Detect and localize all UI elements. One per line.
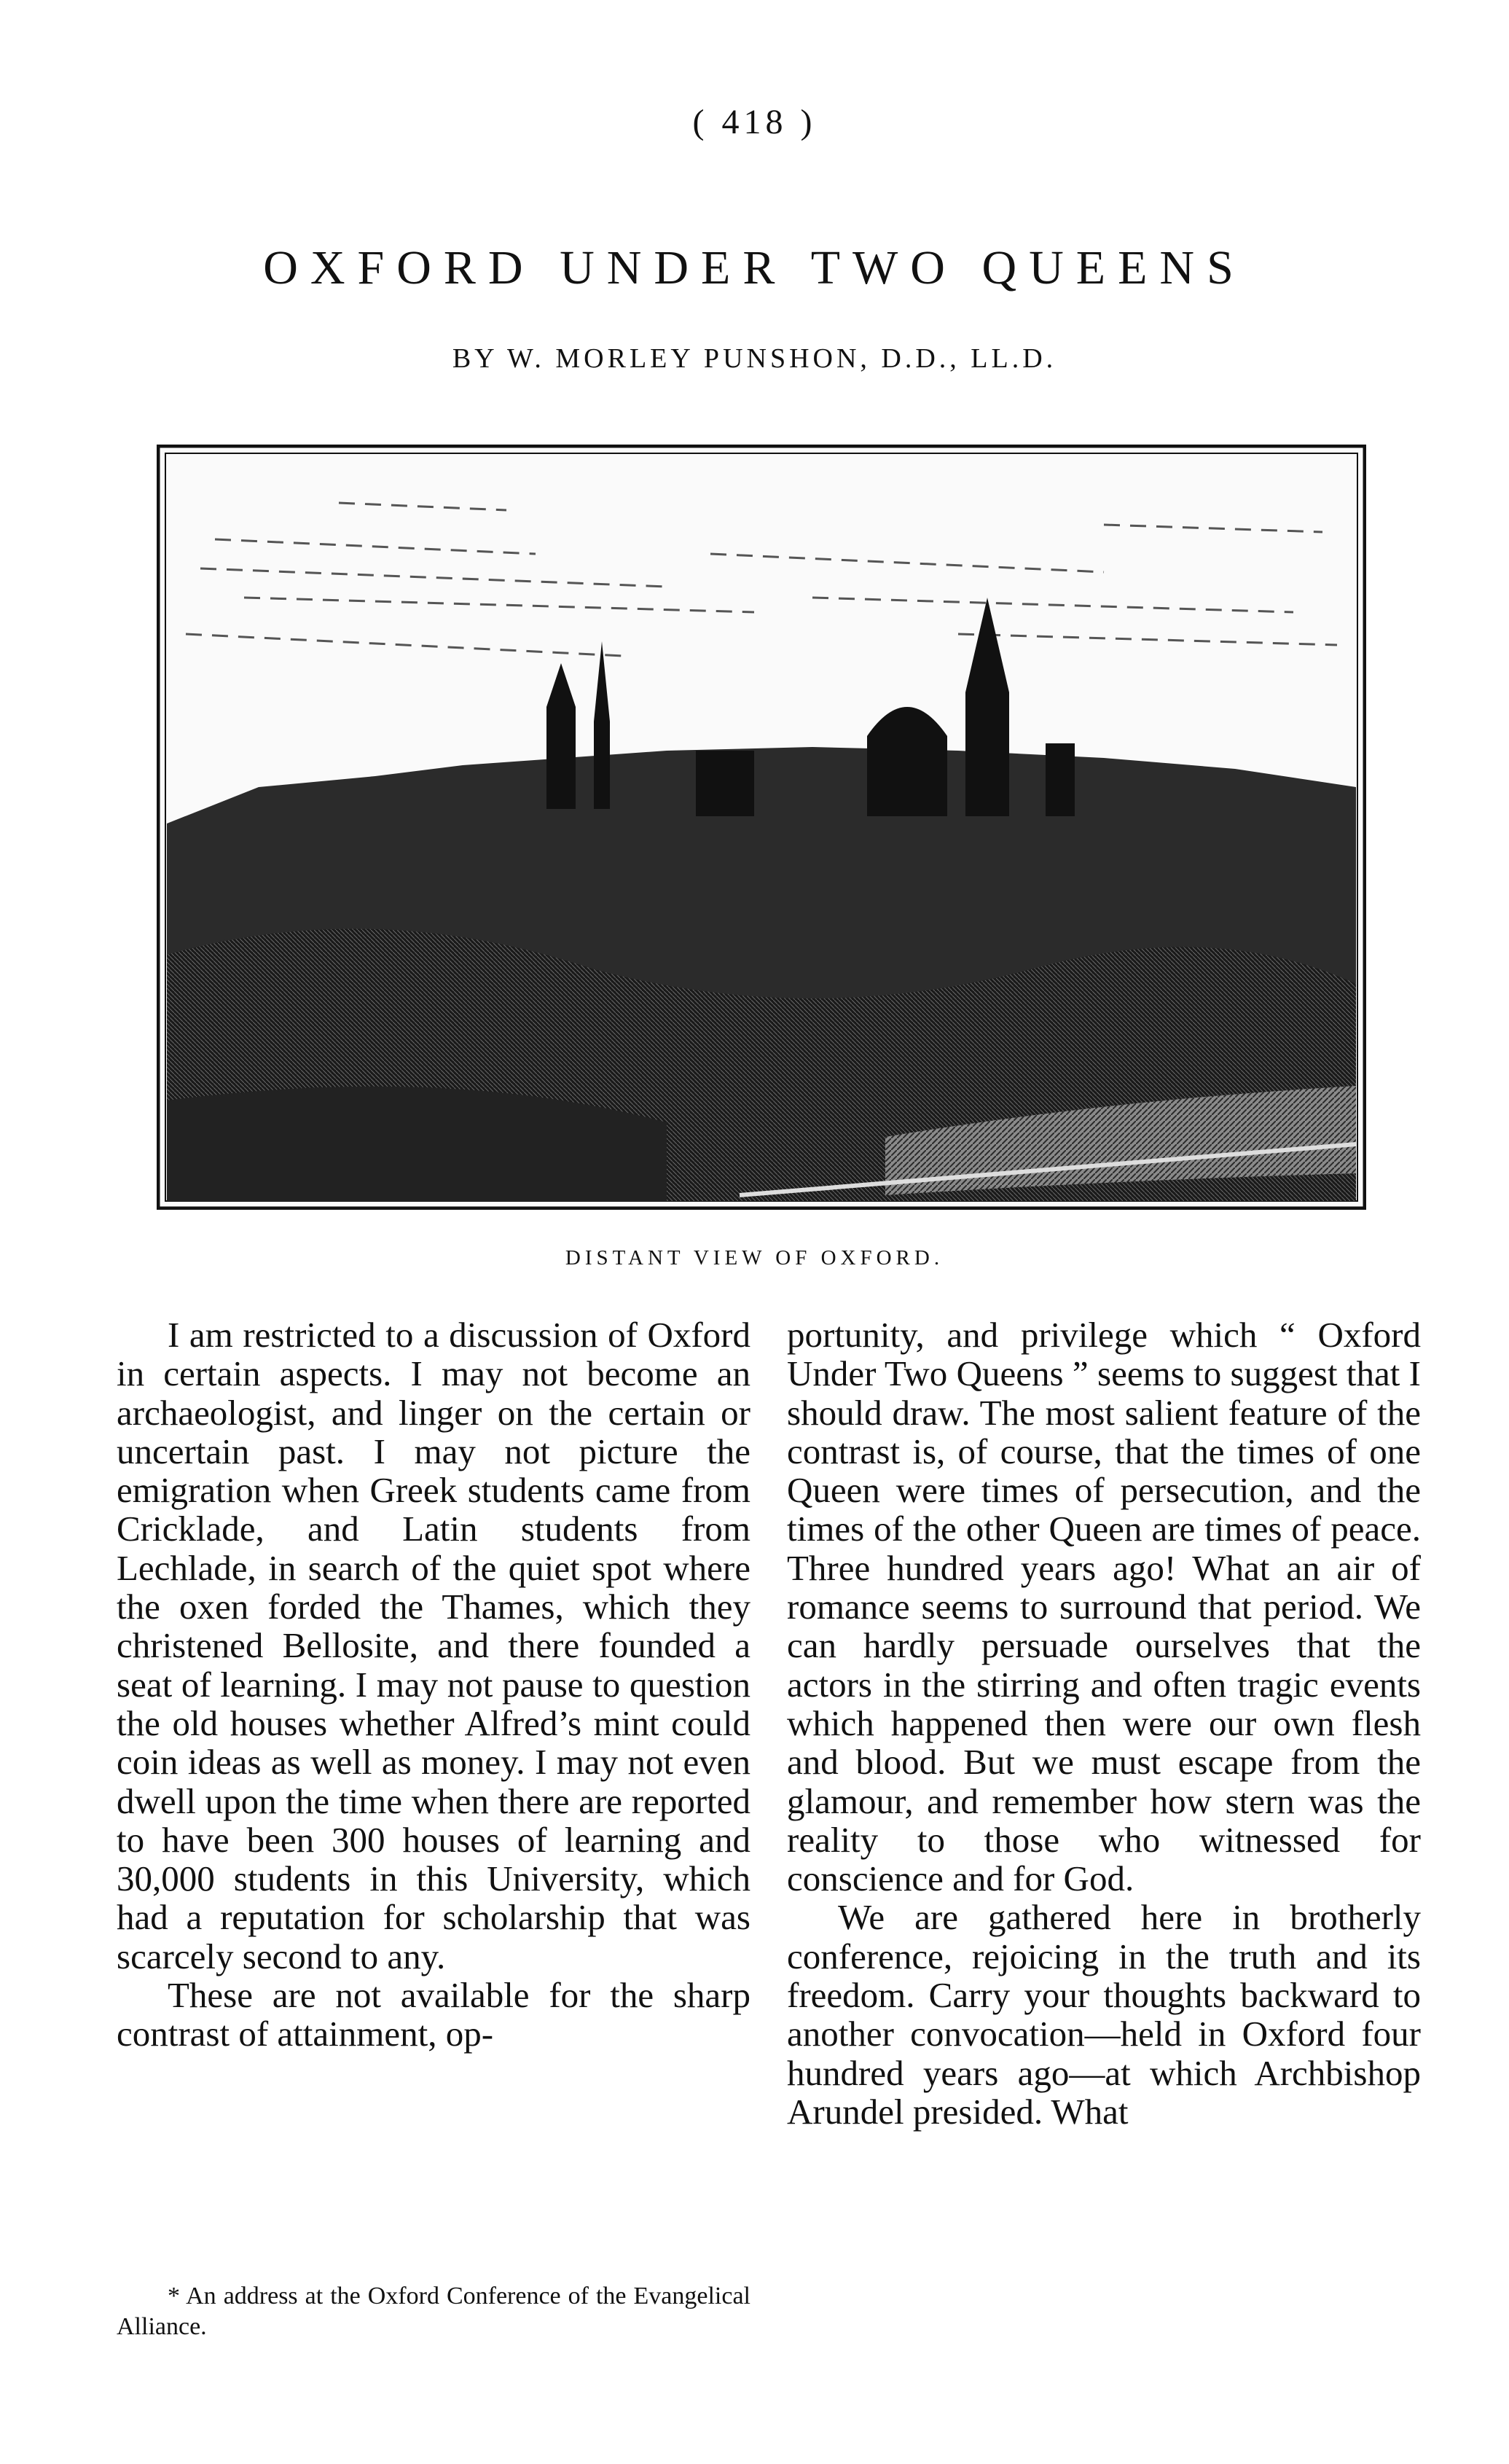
footnote	[117, 2281, 750, 2342]
right-column	[787, 1315, 1421, 2131]
author-byline: BY W. MORLEY PUNSHON, D.D., LL.D.	[452, 343, 1057, 374]
article-title: OXFORD UNDER TWO QUEENS	[263, 241, 1246, 294]
paragraph: We are gathered here in brotherly conference, rejoicing in the truth and its freedom. Carry your thoughts backward to another convocation—held in Oxford four hundred years ago—at which Archbishop Arundel presided. What	[787, 1897, 1421, 2132]
figure-caption: DISTANT VIEW OF OXFORD.	[565, 1246, 944, 1270]
paragraph: I am restricted to a discussion of Oxford in certain aspects. I may not become an archaeologist, and linger on the certain or uncertain past. I may not picture the emigration when Greek students came from Cricklade, and Latin students from Lechlade, in search of the quiet spot where the oxen forded the Thames, which they christened Bellosite, and there founded a seat of learning. I may not pause to question the old houses whether Alfred’s mint could coin ideas as well as money. I may not even dwell upon the time when there are reported to have been 300 houses of learning and 30,000 students in this University, which had a reputation for scholarship that was scarcely second to any.	[117, 1315, 750, 1976]
paragraph: These are not available for the sharp contrast of attainment, op-	[117, 1975, 750, 2054]
left-column	[117, 1315, 750, 2054]
oxford-engraving	[157, 445, 1366, 1210]
page-number: ( 418 )	[692, 103, 817, 141]
paragraph: portunity, and privilege which “ Oxford Under Two Queens ” seems to suggest that I should draw. The most salient feature of the contrast is, of course, that the times of one Queen were times of persecution, and the times of the other Queen are times of peace. Three hundred years ago! What an air of romance seems to surround that period. We can hardly persuade ourselves that the actors in the stirring and often tragic events which happened then were our own flesh and blood. But we must escape from the glamour, and remember how stern was the reality to those who witnessed for conscience and for God.	[787, 1315, 1421, 1899]
footnote-text: * An address at the Oxford Conference of the Evangelical Alliance.	[117, 2283, 750, 2340]
